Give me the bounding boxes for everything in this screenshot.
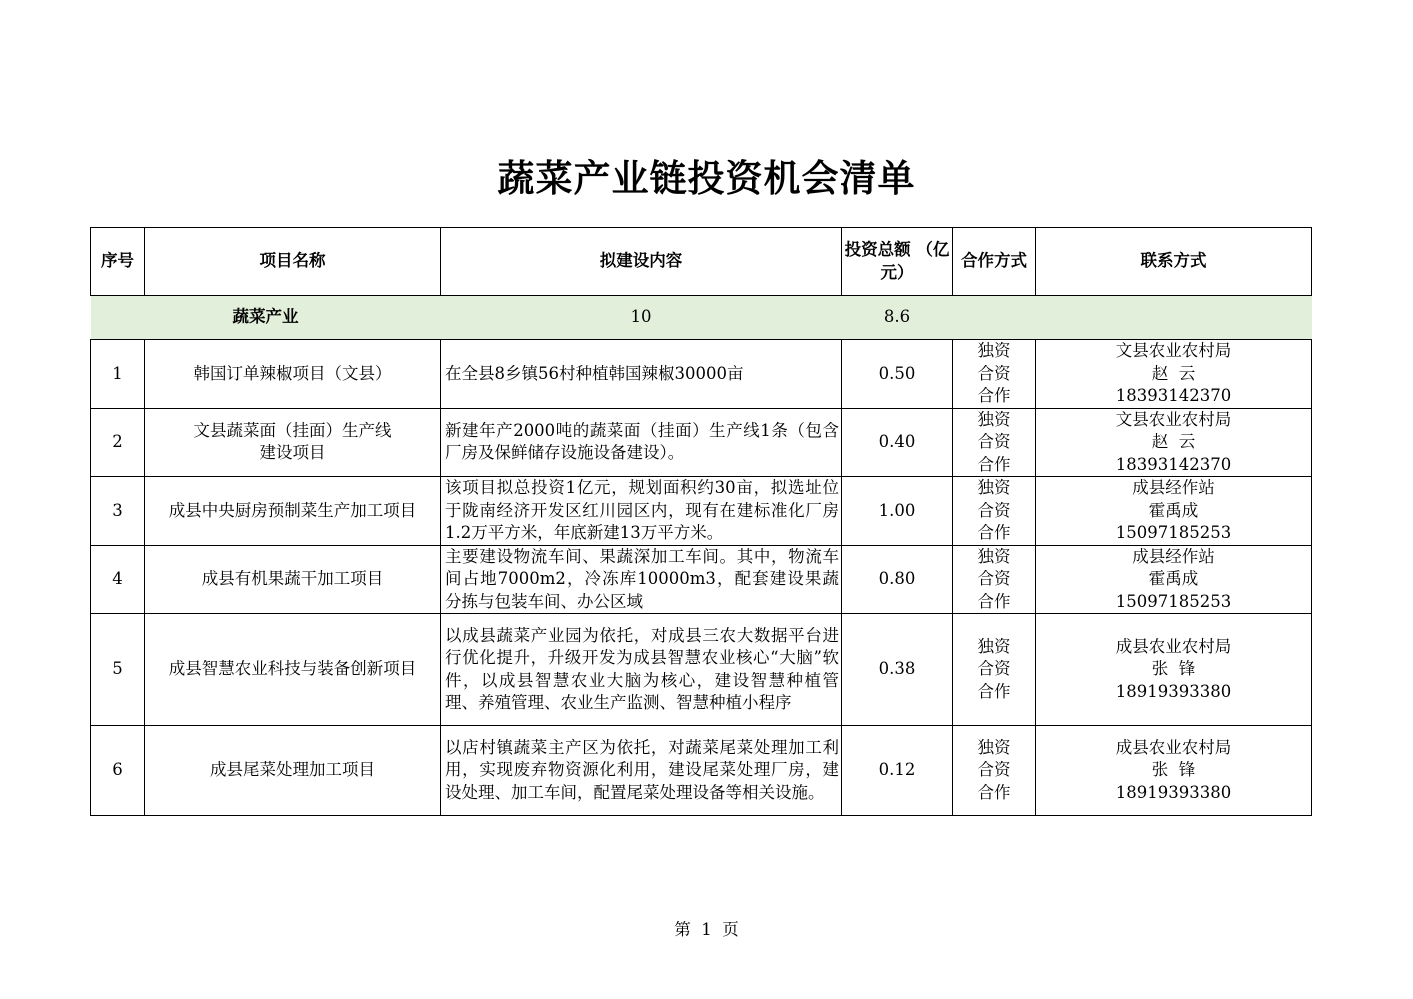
page-number: 第 1 页 [674,920,739,939]
row-index: 4 [91,545,145,614]
category-total: 8.6 [842,296,953,340]
coop-partner: 合作 [977,591,1011,611]
row-contact [1036,477,1312,546]
row-content: 主要建设物流车间、果蔬深加工车间。其中，物流车间占地7000m2，冷冻库10000m3，配套建设果蔬分拣与包装车间、办公区域 [441,545,842,614]
coop-joint: 合资 [977,659,1011,679]
row-coop [953,726,1036,816]
row-name: 成县中央厨房预制菜生产加工项目 [145,477,441,546]
coop-joint: 合资 [977,760,1011,780]
coop-joint: 合资 [977,569,1011,588]
contact-org: 文县农业农村局 [1115,409,1232,429]
row-amount: 0.38 [842,614,953,726]
coop-partner: 合作 [977,454,1011,474]
page-title: 蔬菜产业链投资机会清单 [497,157,916,200]
coop-joint: 合资 [977,432,1011,451]
header-amount [842,228,953,296]
contact-person: 张 锋 [1151,760,1196,780]
contact-phone: 18919393380 [1115,782,1232,802]
table-row [91,408,1312,477]
row-name: 成县有机果蔬干加工项目 [145,545,441,614]
investment-table [90,227,1312,816]
row-contact [1036,340,1312,409]
table-row [91,545,1312,614]
row-name-line1: 文县蔬菜面（挂面）生产线 [193,420,392,440]
contact-phone: 18393142370 [1115,386,1232,405]
row-contact [1036,545,1312,614]
row-amount: 0.80 [842,545,953,614]
contact-person: 赵 云 [1151,432,1196,451]
row-amount: 0.12 [842,726,953,816]
row-coop [953,614,1036,726]
row-amount: 0.40 [842,408,953,477]
row-contact [1036,408,1312,477]
category-label: 蔬菜产业 [91,296,441,340]
row-name [145,408,441,477]
row-index: 5 [91,614,145,726]
category-empty-contact [1036,296,1312,340]
row-index: 3 [91,477,145,546]
contact-person: 张 锋 [1151,659,1196,679]
row-content: 在全县8乡镇56村种植韩国辣椒30000亩 [441,340,842,409]
table-row [91,340,1312,409]
row-contact [1036,726,1312,816]
row-amount: 0.50 [842,340,953,409]
header-coop: 合作方式 [953,228,1036,296]
table-row [91,614,1312,726]
contact-org: 成县农业农村局 [1115,636,1232,656]
table-row [91,726,1312,816]
coop-partner: 合作 [977,782,1011,802]
coop-joint: 合资 [977,500,1011,520]
row-content: 该项目拟总投资1亿元，规划面积约30亩，拟选址位于陇南经济开发区红川园区内，现有在建标准化厂房1.2万平方米，年底新建13万平方米。 [441,477,842,546]
coop-partner: 合作 [977,523,1011,542]
contact-phone: 15097185253 [1115,591,1232,611]
header-amount-line1: 投资总额 [844,240,911,259]
header-content: 拟建设内容 [441,228,842,296]
row-amount: 1.00 [842,477,953,546]
coop-sole: 独资 [977,478,1011,497]
row-coop [953,477,1036,546]
row-name: 成县智慧农业科技与装备创新项目 [145,614,441,726]
category-empty-coop [953,296,1036,340]
header-contact: 联系方式 [1036,228,1312,296]
coop-sole: 独资 [977,546,1011,566]
contact-org: 成县经作站 [1132,478,1215,497]
table-header-row [91,228,1312,296]
row-index: 1 [91,340,145,409]
row-content: 以成县蔬菜产业园为依托，对成县三农大数据平台进行优化提升，升级开发为成县智慧农业核心“大脑”软件，以成县智慧农业大脑为核心，建设智慧种植管理、养殖管理、农业生产监测、智慧种植小程序 [441,614,842,726]
contact-person: 霍禹成 [1148,500,1199,520]
contact-person: 赵 云 [1151,363,1196,383]
contact-org: 成县经作站 [1132,546,1215,566]
header-index: 序号 [91,228,145,296]
coop-partner: 合作 [977,681,1011,701]
coop-sole: 独资 [977,636,1011,656]
contact-org: 成县农业农村局 [1115,737,1232,757]
row-index: 2 [91,408,145,477]
table-row [91,477,1312,546]
contact-phone: 18919393380 [1115,681,1232,701]
category-count: 10 [441,296,842,340]
row-name: 韩国订单辣椒项目（文县） [145,340,441,409]
row-coop [953,340,1036,409]
row-coop [953,408,1036,477]
coop-sole: 独资 [977,737,1011,757]
contact-phone: 18393142370 [1115,454,1232,474]
row-contact [1036,614,1312,726]
row-index: 6 [91,726,145,816]
coop-joint: 合资 [977,363,1011,383]
coop-partner: 合作 [977,386,1011,405]
row-coop [953,545,1036,614]
category-row [91,296,1312,340]
row-name-line2: 建设项目 [259,443,326,463]
contact-person: 霍禹成 [1148,569,1199,588]
row-content: 以店村镇蔬菜主产区为依托，对蔬菜尾菜处理加工利用，实现废弃物资源化利用，建设尾菜处理厂房，建设处理、加工车间，配置尾菜处理设备等相关设施。 [441,726,842,816]
row-name: 成县尾菜处理加工项目 [145,726,441,816]
contact-phone: 15097185253 [1115,523,1232,542]
coop-sole: 独资 [977,341,1011,360]
header-amount-line2: （亿元） [880,240,950,282]
contact-org: 文县农业农村局 [1115,341,1232,360]
header-name: 项目名称 [145,228,441,296]
coop-sole: 独资 [977,409,1011,429]
row-content: 新建年产2000吨的蔬菜面（挂面）生产线1条（包含厂房及保鲜储存设施设备建设）。 [441,408,842,477]
